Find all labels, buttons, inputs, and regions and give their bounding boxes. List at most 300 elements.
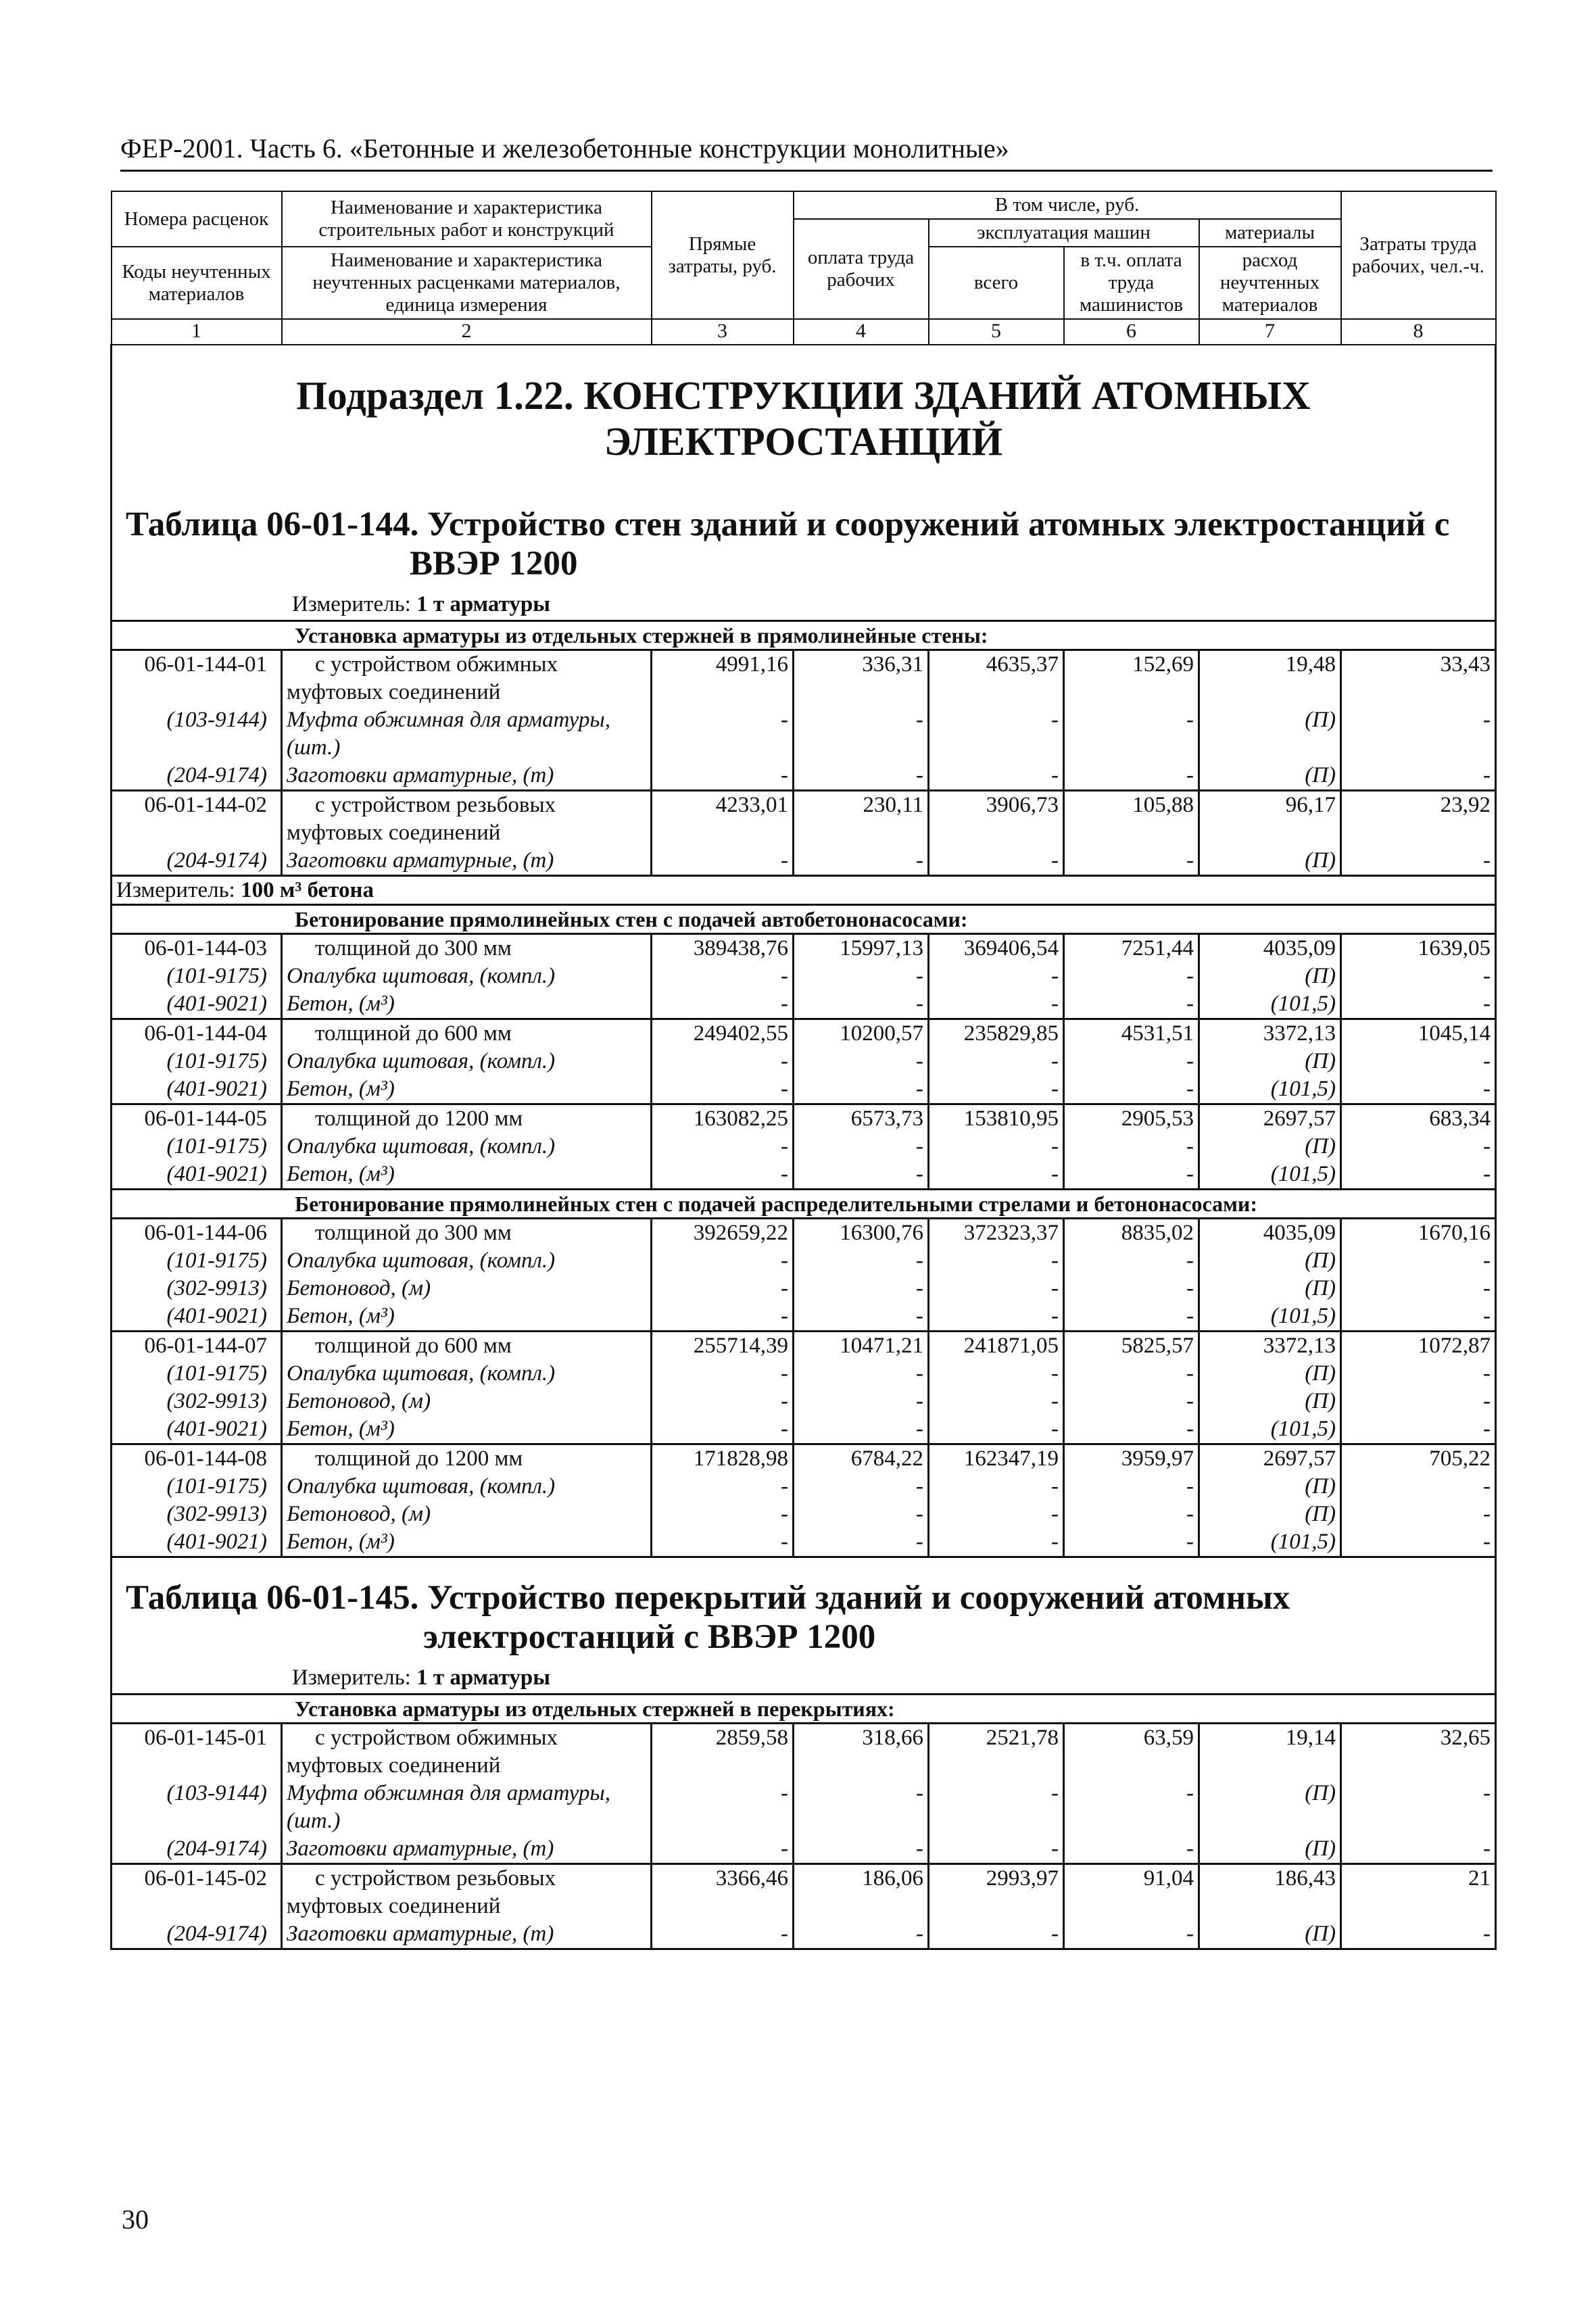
group-title-row [112, 905, 1496, 934]
operators-wages: 3959,97 [1064, 1444, 1199, 1473]
row-name: Муфта обжимная для арматуры, [282, 1780, 652, 1807]
table-row [112, 734, 1496, 762]
group-title: Установка арматуры из отдельных стержней в перекрытиях: [112, 1695, 1496, 1724]
materials: 4035,09 [1199, 1219, 1341, 1248]
row-name: Заготовки арматурные, (т) [282, 1920, 652, 1949]
table-row [112, 1724, 1496, 1753]
operators-wages: - [1064, 1528, 1199, 1557]
table-row [112, 1444, 1496, 1473]
machines-total: 162347,19 [929, 1444, 1064, 1473]
machines-total: 4635,37 [929, 650, 1064, 679]
row-name: Бетоновод, (м) [282, 1388, 652, 1415]
labor-hours [1341, 1752, 1496, 1780]
materials: (П) [1199, 1048, 1341, 1075]
operators-wages: 152,69 [1064, 650, 1199, 679]
materials: (П) [1199, 847, 1341, 876]
row-code: (204-9174) [112, 847, 282, 876]
row-name: с устройством обжимных [282, 1724, 652, 1753]
col-header-labor: Затраты труда рабочих, чел.-ч. [1341, 191, 1496, 319]
wages: 6573,73 [794, 1104, 929, 1134]
row-name: Бетон, (м³) [282, 1302, 652, 1332]
operators-wages: 63,59 [1064, 1724, 1199, 1753]
meter-value: 1 т арматуры [416, 1665, 550, 1690]
machines-total: 369406,54 [929, 934, 1064, 963]
direct-cost: - [652, 706, 794, 734]
materials: (101,5) [1199, 1161, 1341, 1190]
row-code: (204-9174) [112, 762, 282, 791]
labor-hours: - [1341, 1415, 1496, 1444]
machines-total: - [929, 762, 1064, 791]
direct-cost: 255714,39 [652, 1332, 794, 1361]
operators-wages: - [1064, 1048, 1199, 1075]
wages: 15997,13 [794, 934, 929, 963]
machines-total: - [929, 1388, 1064, 1415]
row-name: (шт.) [282, 734, 652, 762]
row-code: (302-9913) [112, 1275, 282, 1302]
labor-hours: - [1341, 1247, 1496, 1275]
direct-cost: - [652, 1780, 794, 1807]
table-row [112, 1528, 1496, 1557]
row-name: Опалубка щитовая, (компл.) [282, 1473, 652, 1501]
table-row [112, 762, 1496, 791]
row-name: Опалубка щитовая, (компл.) [282, 1048, 652, 1075]
col-num: 3 [652, 319, 794, 345]
labor-hours: - [1341, 1161, 1496, 1190]
labor-hours: - [1341, 847, 1496, 876]
row-name: Бетон, (м³) [282, 1161, 652, 1190]
materials: (П) [1199, 1780, 1341, 1807]
machines-total [929, 734, 1064, 762]
row-name: муфтовых соединений [282, 1752, 652, 1780]
materials: 2697,57 [1199, 1444, 1341, 1473]
materials: (101,5) [1199, 1415, 1341, 1444]
labor-hours: - [1341, 1473, 1496, 1501]
row-code: 06-01-144-05 [112, 1104, 282, 1134]
meter-value: 1 т арматуры [416, 592, 550, 616]
labor-hours: 1045,14 [1341, 1019, 1496, 1048]
row-name: толщиной до 1200 мм [282, 1104, 652, 1134]
machines-total: - [929, 1360, 1064, 1388]
table-145-title [116, 1558, 1491, 1662]
section-title: Подраздел 1.22. КОНСТРУКЦИИ ЗДАНИЙ АТОМНЫХ ЭЛЕКТРОСТАНЦИЙ [296, 373, 1311, 464]
group-title: Бетонирование прямолинейных стен с подачей распределительными стрелами и бетононасосами: [112, 1190, 1496, 1219]
wages [794, 1893, 929, 1920]
table-row [112, 1104, 1496, 1134]
wages: - [794, 847, 929, 876]
wages: - [794, 762, 929, 791]
materials: (П) [1199, 1360, 1341, 1388]
table-row [112, 962, 1496, 990]
wages: - [794, 1275, 929, 1302]
labor-hours: - [1341, 1048, 1496, 1075]
operators-wages [1064, 1752, 1199, 1780]
direct-cost: - [652, 1075, 794, 1104]
direct-cost: - [652, 1388, 794, 1415]
materials: (П) [1199, 1835, 1341, 1864]
operators-wages: - [1064, 1388, 1199, 1415]
operators-wages: - [1064, 847, 1199, 876]
labor-hours: - [1341, 1528, 1496, 1557]
col-header-names: Наименование и характеристика строительных работ и конструкций [282, 191, 652, 247]
materials [1199, 734, 1341, 762]
operators-wages: - [1064, 1302, 1199, 1332]
row-code [112, 1807, 282, 1835]
machines-total: - [929, 1048, 1064, 1075]
table-row [112, 1864, 1496, 1893]
group-title-row [112, 1695, 1496, 1724]
labor-hours: - [1341, 1075, 1496, 1104]
group-title-row [112, 1190, 1496, 1219]
row-code: (401-9021) [112, 990, 282, 1019]
wages: 16300,76 [794, 1219, 929, 1248]
labor-hours: 1639,05 [1341, 934, 1496, 963]
machines-total: - [929, 1161, 1064, 1190]
operators-wages: - [1064, 1075, 1199, 1104]
row-code: 06-01-144-03 [112, 934, 282, 963]
row-code: (401-9021) [112, 1075, 282, 1104]
operators-wages: 105,88 [1064, 791, 1199, 820]
operators-wages: - [1064, 1473, 1199, 1501]
direct-cost: 249402,55 [652, 1019, 794, 1048]
materials: (П) [1199, 1133, 1341, 1161]
row-code [112, 734, 282, 762]
table-row [112, 1332, 1496, 1361]
materials: (П) [1199, 1388, 1341, 1415]
wages: - [794, 1133, 929, 1161]
operators-wages: - [1064, 962, 1199, 990]
row-code: (204-9174) [112, 1835, 282, 1864]
row-name: толщиной до 300 мм [282, 934, 652, 963]
direct-cost [652, 1752, 794, 1780]
materials: 19,14 [1199, 1724, 1341, 1753]
meter-145 [116, 1662, 1491, 1693]
row-name: (шт.) [282, 1807, 652, 1835]
labor-hours: - [1341, 1501, 1496, 1528]
table-row [112, 1780, 1496, 1807]
col-header-direct: Прямые затраты, руб. [652, 191, 794, 319]
direct-cost: - [652, 1302, 794, 1332]
operators-wages: 5825,57 [1064, 1332, 1199, 1361]
meter-144-2 [112, 876, 1496, 905]
materials: (101,5) [1199, 1528, 1341, 1557]
labor-hours: - [1341, 1360, 1496, 1388]
labor-hours: 1670,16 [1341, 1219, 1496, 1248]
row-name: толщиной до 600 мм [282, 1332, 652, 1361]
wages: 10471,21 [794, 1332, 929, 1361]
direct-cost [652, 1807, 794, 1835]
col-header-wages: оплата труда рабочих [794, 219, 929, 319]
row-code: (401-9021) [112, 1528, 282, 1557]
table-row [112, 1133, 1496, 1161]
table-144-title-line1: Таблица 06-01-144. Устройство стен зданий и сооружений атомных электростанций с [126, 506, 1450, 543]
table-row [112, 1752, 1496, 1780]
machines-total: - [929, 1920, 1064, 1949]
table-row [112, 1048, 1496, 1075]
page-number: 30 [122, 2204, 149, 2235]
machines-total: - [929, 1133, 1064, 1161]
wages: - [794, 1360, 929, 1388]
labor-hours: - [1341, 1275, 1496, 1302]
table-row [112, 1415, 1496, 1444]
direct-cost: 171828,98 [652, 1444, 794, 1473]
meter-value: 100 м³ бетона [241, 878, 374, 902]
materials: 4035,09 [1199, 934, 1341, 963]
materials: 186,43 [1199, 1864, 1341, 1893]
machines-total [929, 1752, 1064, 1780]
row-code: 06-01-144-07 [112, 1332, 282, 1361]
wages: - [794, 1473, 929, 1501]
labor-hours: 23,92 [1341, 791, 1496, 820]
col-header-machines: эксплуатация машин [929, 219, 1199, 247]
col-num: 4 [794, 319, 929, 345]
direct-cost: - [652, 1360, 794, 1388]
materials: (П) [1199, 962, 1341, 990]
machines-total: - [929, 1275, 1064, 1302]
operators-wages: - [1064, 1133, 1199, 1161]
operators-wages: - [1064, 1360, 1199, 1388]
row-code: (103-9144) [112, 706, 282, 734]
operators-wages: - [1064, 762, 1199, 791]
labor-hours: - [1341, 1388, 1496, 1415]
materials: (П) [1199, 1920, 1341, 1949]
materials [1199, 1807, 1341, 1835]
wages [794, 819, 929, 847]
table-row [112, 1219, 1496, 1248]
row-name: Бетон, (м³) [282, 1075, 652, 1104]
materials: (П) [1199, 1247, 1341, 1275]
labor-hours: - [1341, 1302, 1496, 1332]
wages: - [794, 1501, 929, 1528]
wages: - [794, 706, 929, 734]
direct-cost: - [652, 1473, 794, 1501]
machines-total: - [929, 1075, 1064, 1104]
page-header: ФЕР-2001. Часть 6. «Бетонные и железобетонные конструкции монолитные» [120, 132, 1493, 172]
table-145-title-line1: Таблица 06-01-145. Устройство перекрытий зданий и сооружений атомных [126, 1579, 1290, 1617]
wages: - [794, 1161, 929, 1190]
row-code: 06-01-145-01 [112, 1724, 282, 1753]
materials [1199, 679, 1341, 706]
machines-total: - [929, 1415, 1064, 1444]
table-row [112, 819, 1496, 847]
row-code: (103-9144) [112, 1780, 282, 1807]
row-code: (302-9913) [112, 1501, 282, 1528]
direct-cost: 3366,46 [652, 1864, 794, 1893]
wages: - [794, 1780, 929, 1807]
materials [1199, 1893, 1341, 1920]
row-code: 06-01-144-02 [112, 791, 282, 820]
wages [794, 1807, 929, 1835]
wages: - [794, 1920, 929, 1949]
direct-cost: - [652, 1415, 794, 1444]
table-144-title-line2: ВВЭР 1200 [410, 545, 578, 583]
header-row-1 [112, 191, 1496, 219]
row-name: Опалубка щитовая, (компл.) [282, 1133, 652, 1161]
labor-hours: - [1341, 990, 1496, 1019]
wages: - [794, 962, 929, 990]
operators-wages [1064, 734, 1199, 762]
wages: - [794, 1302, 929, 1332]
row-code: (101-9175) [112, 1048, 282, 1075]
direct-cost: - [652, 1835, 794, 1864]
row-code [112, 1752, 282, 1780]
wages: 6784,22 [794, 1444, 929, 1473]
rates-table [110, 191, 1497, 1950]
operators-wages: - [1064, 1415, 1199, 1444]
group-title: Установка арматуры из отдельных стержней в прямолинейные стены: [112, 621, 1496, 650]
col-header-names-unaccounted: Наименование и характеристика неучтенных расценками материалов, единица измерения [282, 247, 652, 319]
table-145-title-line2: электростанций с ВВЭР 1200 [423, 1618, 876, 1656]
wages: 186,06 [794, 1864, 929, 1893]
col-header-incl: В том числе, руб. [794, 191, 1341, 219]
row-name: Муфта обжимная для арматуры, [282, 706, 652, 734]
col-header-codes: Номера расценок [112, 191, 282, 247]
row-name: Бетон, (м³) [282, 1528, 652, 1557]
operators-wages: - [1064, 1780, 1199, 1807]
labor-hours: - [1341, 762, 1496, 791]
col-header-codes-unaccounted: Коды неучтенных материалов [112, 247, 282, 319]
operators-wages: - [1064, 1835, 1199, 1864]
table-row [112, 934, 1496, 963]
machines-total: - [929, 1247, 1064, 1275]
row-code: 06-01-144-04 [112, 1019, 282, 1048]
operators-wages [1064, 1893, 1199, 1920]
col-num: 6 [1064, 319, 1199, 345]
direct-cost: - [652, 1920, 794, 1949]
wages: 230,11 [794, 791, 929, 820]
machines-total: - [929, 1528, 1064, 1557]
table-row [112, 1807, 1496, 1835]
table-row [112, 1835, 1496, 1864]
materials: (П) [1199, 1275, 1341, 1302]
labor-hours: 32,65 [1341, 1724, 1496, 1753]
row-name: Заготовки арматурные, (т) [282, 762, 652, 791]
row-name: Бетон, (м³) [282, 1415, 652, 1444]
direct-cost: - [652, 1528, 794, 1557]
wages: - [794, 1835, 929, 1864]
direct-cost: - [652, 1133, 794, 1161]
meter-label: Измеритель: [292, 1665, 411, 1690]
machines-total: - [929, 706, 1064, 734]
direct-cost: 392659,22 [652, 1219, 794, 1248]
labor-hours: - [1341, 1835, 1496, 1864]
col-num: 2 [282, 319, 652, 345]
labor-hours: 683,34 [1341, 1104, 1496, 1134]
column-numbers [112, 319, 1496, 345]
direct-cost: 163082,25 [652, 1104, 794, 1134]
materials [1199, 1752, 1341, 1780]
operators-wages: - [1064, 1161, 1199, 1190]
machines-total: 2521,78 [929, 1724, 1064, 1753]
machines-total: - [929, 1501, 1064, 1528]
table-row [112, 1501, 1496, 1528]
table-row [112, 679, 1496, 706]
table-145-heading [112, 1557, 1496, 1695]
wages [794, 679, 929, 706]
col-header-materials: материалы [1199, 219, 1341, 247]
operators-wages: 4531,51 [1064, 1019, 1199, 1048]
table-row [112, 1893, 1496, 1920]
direct-cost [652, 679, 794, 706]
materials: 3372,13 [1199, 1019, 1341, 1048]
operators-wages: - [1064, 1920, 1199, 1949]
materials: (П) [1199, 762, 1341, 791]
direct-cost: - [652, 1501, 794, 1528]
machines-total: - [929, 1302, 1064, 1332]
operators-wages: 2905,53 [1064, 1104, 1199, 1134]
row-name: муфтовых соединений [282, 1893, 652, 1920]
labor-hours [1341, 1893, 1496, 1920]
direct-cost: - [652, 962, 794, 990]
row-name: Бетоновод, (м) [282, 1501, 652, 1528]
row-name: с устройством резьбовых [282, 791, 652, 820]
machines-total: - [929, 1835, 1064, 1864]
col-num: 1 [112, 319, 282, 345]
direct-cost: - [652, 1275, 794, 1302]
wages: - [794, 990, 929, 1019]
col-header-consumption: расход неучтенных материалов [1199, 247, 1341, 319]
direct-cost: 4233,01 [652, 791, 794, 820]
labor-hours: 705,22 [1341, 1444, 1496, 1473]
table-row [112, 1302, 1496, 1332]
machines-total: - [929, 962, 1064, 990]
materials: (П) [1199, 1501, 1341, 1528]
machines-total: 2993,97 [929, 1864, 1064, 1893]
labor-hours: - [1341, 1780, 1496, 1807]
machines-total [929, 1807, 1064, 1835]
materials: 3372,13 [1199, 1332, 1341, 1361]
machines-total: 372323,37 [929, 1219, 1064, 1248]
machines-total: - [929, 1473, 1064, 1501]
machines-total: - [929, 847, 1064, 876]
row-name: Опалубка щитовая, (компл.) [282, 1247, 652, 1275]
direct-cost [652, 734, 794, 762]
table-row [112, 1275, 1496, 1302]
group-title: Бетонирование прямолинейных стен с подачей автобетононасосами: [112, 905, 1496, 934]
row-code [112, 819, 282, 847]
labor-hours [1341, 679, 1496, 706]
operators-wages: - [1064, 706, 1199, 734]
table-row [112, 847, 1496, 876]
row-name: Заготовки арматурные, (т) [282, 1835, 652, 1864]
materials: 19,48 [1199, 650, 1341, 679]
row-code: 06-01-144-06 [112, 1219, 282, 1248]
materials: 2697,57 [1199, 1104, 1341, 1134]
meter-label: Измеритель: [292, 592, 411, 616]
row-name: муфтовых соединений [282, 679, 652, 706]
labor-hours: 21 [1341, 1864, 1496, 1893]
wages: - [794, 1388, 929, 1415]
wages: 10200,57 [794, 1019, 929, 1048]
direct-cost: - [652, 1048, 794, 1075]
machines-total: 153810,95 [929, 1104, 1064, 1134]
operators-wages [1064, 819, 1199, 847]
materials [1199, 819, 1341, 847]
col-header-operators: в т.ч. оплата труда машинистов [1064, 247, 1199, 319]
wages: - [794, 1048, 929, 1075]
row-code: 06-01-145-02 [112, 1864, 282, 1893]
labor-hours [1341, 1807, 1496, 1835]
labor-hours: - [1341, 706, 1496, 734]
wages: - [794, 1247, 929, 1275]
table-row [112, 650, 1496, 679]
operators-wages: 91,04 [1064, 1864, 1199, 1893]
table-row [112, 1360, 1496, 1388]
wages: - [794, 1415, 929, 1444]
wages [794, 734, 929, 762]
labor-hours: - [1341, 1920, 1496, 1949]
operators-wages [1064, 679, 1199, 706]
row-name: толщиной до 300 мм [282, 1219, 652, 1248]
